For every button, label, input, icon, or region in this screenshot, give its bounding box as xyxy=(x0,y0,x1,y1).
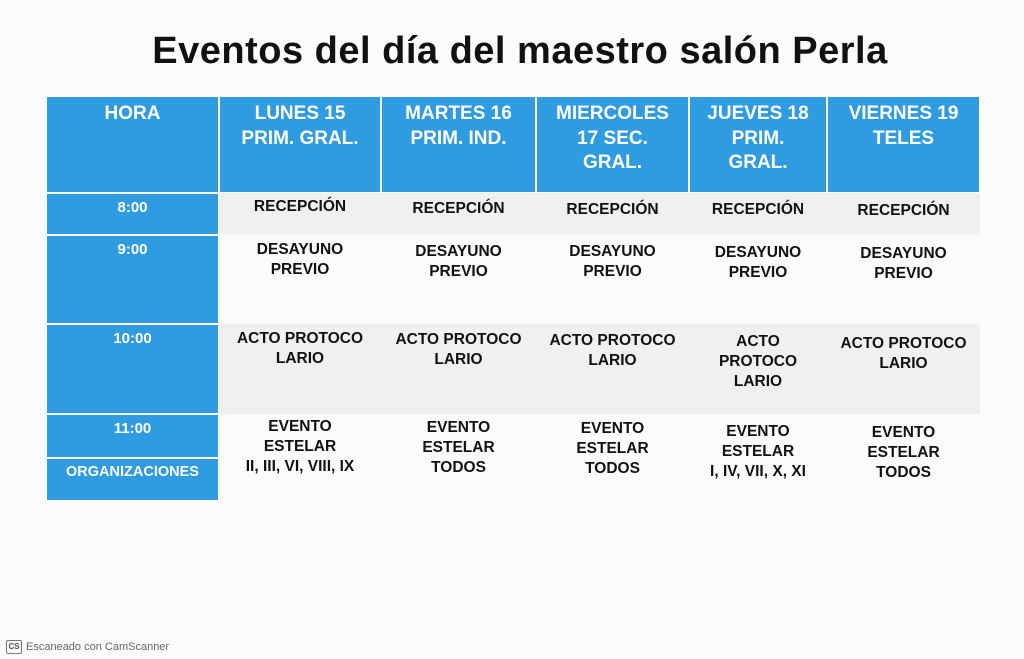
lario-text: LARIO xyxy=(879,355,928,373)
page-title: Eventos del día del maestro salón Perla xyxy=(152,30,888,72)
time-11: 11:00 xyxy=(46,414,219,458)
scanner-watermark xyxy=(6,640,169,654)
previo-text: PREVIO xyxy=(583,263,642,281)
recepcion-miercoles: RECEPCIÓN xyxy=(536,193,689,235)
evento-text: EVENTO xyxy=(268,418,332,435)
acto-miercoles xyxy=(536,324,689,414)
estelar-text: ESTELAR xyxy=(721,443,795,461)
acto-text: ACTO PROTOCO xyxy=(549,332,676,349)
header-lunes-day: LUNES 15 xyxy=(254,103,346,124)
header-viernes xyxy=(827,96,980,193)
header-martes xyxy=(381,96,536,193)
time-9: 9:00 xyxy=(46,235,219,324)
acto-jueves xyxy=(689,324,827,414)
previo-text: PREVIO xyxy=(728,264,788,282)
acto-martes xyxy=(381,324,536,414)
schedule-table xyxy=(46,96,980,501)
recepcion-martes: RECEPCIÓN xyxy=(381,193,536,235)
header-lunes-group: PRIM. GRAL. xyxy=(241,127,359,149)
organizaciones-value: TODOS xyxy=(585,460,640,478)
lario-text: LARIO xyxy=(733,373,783,391)
watermark-text: Escaneado con CamScanner xyxy=(26,641,170,653)
evento-lunes xyxy=(219,414,381,501)
header-lunes xyxy=(219,96,381,193)
header-miercoles-day: MIERCOLES xyxy=(556,103,669,124)
organizaciones-value: II, III, VI, VIII, IX xyxy=(245,458,355,476)
header-martes-group: PRIM. IND. xyxy=(410,127,507,149)
desayuno-lunes xyxy=(219,235,381,324)
evento-text: EVENTO xyxy=(726,423,790,440)
organizaciones-value: TODOS xyxy=(876,464,931,482)
desayuno-text: DESAYUNO xyxy=(569,243,656,260)
evento-martes xyxy=(381,414,536,501)
header-miercoles-date: 17 SEC. xyxy=(577,127,648,149)
previo-text: PREVIO xyxy=(270,261,330,279)
header-martes-day: MARTES 16 xyxy=(405,103,512,124)
desayuno-viernes xyxy=(827,235,980,324)
previo-text: PREVIO xyxy=(874,265,933,283)
acto-text: ACTO PROTOCO xyxy=(395,331,522,348)
header-jueves-group: PRIM. xyxy=(731,127,785,149)
header-hora xyxy=(46,96,219,193)
desayuno-text: DESAYUNO xyxy=(714,244,802,261)
header-jueves-day: JUEVES 18 xyxy=(707,103,809,124)
desayuno-miercoles xyxy=(536,235,689,324)
estelar-text: ESTELAR xyxy=(422,439,495,457)
evento-text: EVENTO xyxy=(580,420,645,437)
desayuno-text: DESAYUNO xyxy=(256,241,344,258)
acto-lunes xyxy=(219,324,381,414)
header-viernes-day: VIERNES 19 xyxy=(848,103,959,124)
header-miercoles-group: GRAL. xyxy=(582,152,643,174)
acto-text: ACTO PROTOCO xyxy=(840,335,967,352)
header-jueves-group-2: GRAL. xyxy=(728,152,788,174)
estelar-text: ESTELAR xyxy=(867,444,940,462)
acto-viernes xyxy=(827,324,980,414)
lario-text: LARIO xyxy=(275,350,325,368)
estelar-text: ESTELAR xyxy=(576,440,649,458)
time-organizaciones: ORGANIZACIONES xyxy=(46,458,219,501)
evento-miercoles xyxy=(536,414,689,501)
recepcion-lunes: RECEPCIÓN xyxy=(219,193,381,235)
desayuno-text: DESAYUNO xyxy=(415,243,502,260)
organizaciones-value: TODOS xyxy=(431,459,486,477)
header-viernes-group: TELES xyxy=(872,127,935,149)
recepcion-viernes: RECEPCIÓN xyxy=(827,193,980,235)
lario-text: LARIO xyxy=(588,352,637,370)
lario-text: LARIO xyxy=(434,351,483,369)
protoco-text: PROTOCO xyxy=(718,353,798,371)
evento-jueves xyxy=(689,414,827,501)
evento-viernes xyxy=(827,414,980,501)
desayuno-martes xyxy=(381,235,536,324)
recepcion-jueves: RECEPCIÓN xyxy=(689,193,827,235)
previo-text: PREVIO xyxy=(429,263,488,281)
evento-text: EVENTO xyxy=(426,419,491,436)
organizaciones-value: I, IV, VII, X, XI xyxy=(710,463,806,481)
camscanner-logo-icon: CS xyxy=(6,640,22,654)
evento-text: EVENTO xyxy=(871,424,936,441)
desayuno-text: DESAYUNO xyxy=(860,245,947,262)
acto-text: ACTO PROTOCO xyxy=(236,330,364,347)
header-jueves xyxy=(689,96,827,193)
estelar-text: ESTELAR xyxy=(263,438,337,456)
time-10: 10:00 xyxy=(46,324,219,414)
header-miercoles xyxy=(536,96,689,193)
acto-text: ACTO xyxy=(736,333,780,350)
desayuno-jueves xyxy=(689,235,827,324)
time-8: 8:00 xyxy=(46,193,219,235)
header-hora-label: HORA xyxy=(104,103,161,124)
